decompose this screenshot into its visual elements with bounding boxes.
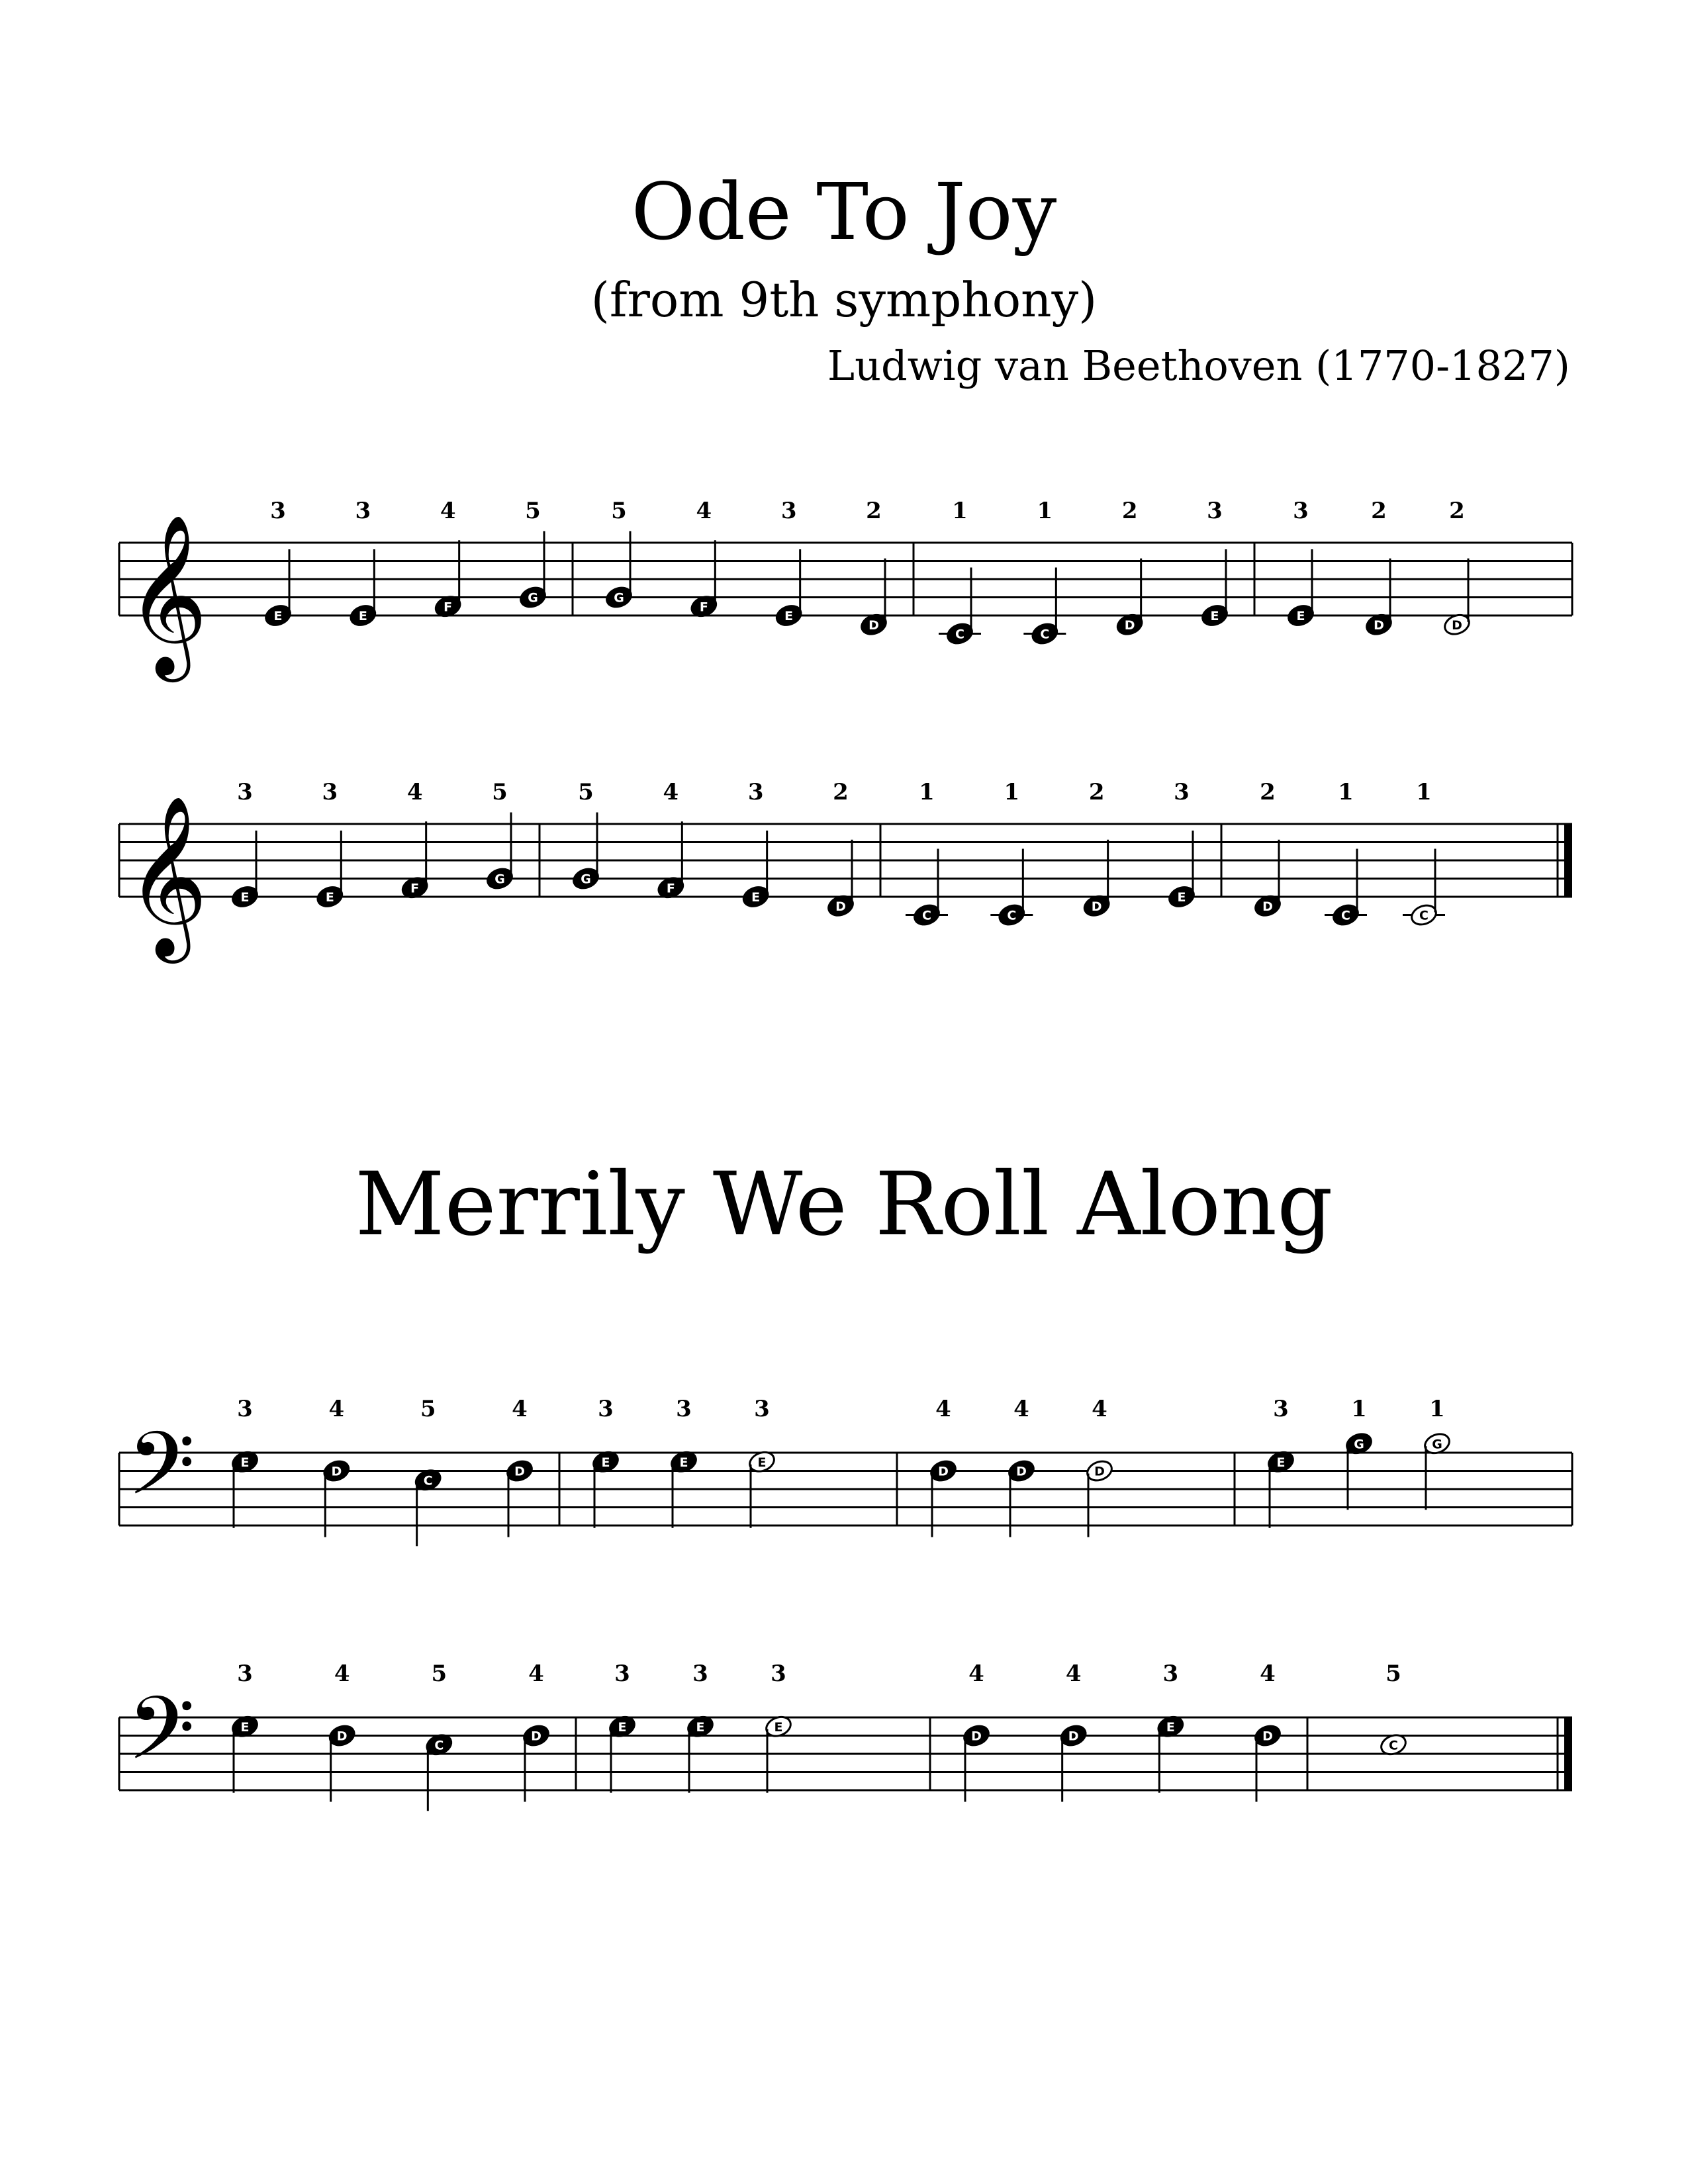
finger-number: 1: [952, 498, 968, 524]
finger-number: 1: [1004, 779, 1020, 805]
note-letter: D: [971, 1729, 982, 1744]
note-letter: E: [774, 1719, 783, 1735]
note: [774, 498, 804, 629]
note: [230, 779, 259, 910]
finger-number: 2: [833, 779, 849, 805]
finger-number: 4: [528, 1661, 544, 1687]
note-letter: D: [1094, 1464, 1105, 1479]
staff-system: [119, 779, 1572, 964]
finger-number: 3: [355, 498, 371, 524]
finger-number: 1: [919, 779, 935, 805]
finger-number: 4: [328, 1396, 345, 1422]
finger-number: 3: [771, 1661, 786, 1687]
finger-number: 2: [1371, 498, 1387, 524]
note: [263, 498, 293, 629]
finger-number: 3: [1273, 1396, 1289, 1422]
treble-clef-icon: 𝄞: [126, 513, 209, 675]
final-barline-thick: [1564, 1717, 1572, 1790]
finger-number: 2: [1449, 498, 1465, 524]
note-letter: E: [696, 1719, 705, 1735]
note-letter: E: [751, 890, 761, 905]
note-letter: C: [1040, 627, 1050, 642]
finger-number: 5: [611, 498, 627, 524]
song-subtitle: (from 9th symphony): [590, 272, 1098, 328]
note: [604, 498, 633, 610]
finger-number: 5: [1385, 1661, 1401, 1687]
finger-number: 5: [525, 498, 541, 524]
note-letter: D: [1091, 899, 1102, 914]
finger-number: 1: [1338, 779, 1354, 805]
note: [656, 779, 686, 901]
finger-number: 3: [237, 1661, 253, 1687]
song-title-ode-to-joy: Ode To Joy: [631, 166, 1057, 257]
note-letter: F: [666, 881, 675, 896]
note-letter: G: [1432, 1437, 1442, 1452]
note: [1006, 1396, 1036, 1537]
note-letter: C: [1389, 1738, 1398, 1753]
note-letter: C: [434, 1738, 444, 1753]
finger-number: 1: [1037, 498, 1053, 524]
note: [518, 498, 547, 610]
note: [504, 1396, 534, 1537]
note-letter: C: [423, 1473, 433, 1488]
composer-credit: Ludwig van Beethoven (1770-1827): [827, 341, 1570, 390]
finger-number: 4: [1260, 1661, 1276, 1687]
note: [400, 779, 430, 901]
note: [1058, 1661, 1088, 1802]
note: [1325, 779, 1367, 928]
note-letter: D: [1068, 1729, 1079, 1744]
note: [1403, 779, 1445, 928]
note-letter: G: [494, 872, 505, 887]
finger-number: 3: [322, 779, 338, 805]
note: [689, 498, 719, 619]
finger-number: 4: [406, 779, 423, 805]
finger-number: 4: [968, 1661, 984, 1687]
note: [859, 498, 888, 637]
note-letter: D: [1124, 617, 1135, 633]
finger-number: 5: [431, 1661, 447, 1687]
finger-number: 3: [1162, 1661, 1179, 1687]
final-barline-thick: [1564, 824, 1572, 897]
finger-number: 3: [237, 1396, 253, 1422]
note: [571, 779, 600, 891]
note: [521, 1661, 551, 1802]
note-letter: D: [531, 1729, 541, 1744]
staff-system: [119, 498, 1572, 682]
finger-number: 1: [1351, 1396, 1367, 1422]
note-letter: D: [1374, 617, 1384, 633]
note: [990, 779, 1033, 928]
finger-number: 4: [696, 498, 712, 524]
finger-number: 3: [270, 498, 286, 524]
staff-system: [119, 1396, 1572, 1546]
note: [348, 498, 378, 629]
note: [1364, 498, 1393, 637]
finger-number: 3: [780, 498, 797, 524]
finger-number: 4: [334, 1661, 350, 1687]
note-letter: C: [1007, 908, 1017, 923]
finger-number: 1: [1429, 1396, 1445, 1422]
finger-number: 5: [420, 1396, 436, 1422]
note-letter: E: [240, 1719, 250, 1735]
note: [1252, 779, 1282, 919]
finger-number: 3: [692, 1661, 708, 1687]
finger-number: 3: [237, 779, 253, 805]
finger-number: 4: [935, 1396, 951, 1422]
note-letter: D: [835, 899, 846, 914]
note: [322, 1396, 352, 1537]
note: [1023, 498, 1066, 647]
note-letter: E: [1210, 609, 1219, 623]
finger-number: 2: [1121, 498, 1138, 524]
note-letter: D: [1452, 617, 1462, 633]
note-letter: E: [757, 1455, 767, 1470]
note-letter: E: [1177, 890, 1186, 905]
finger-number: 5: [578, 779, 594, 805]
note: [1082, 779, 1111, 919]
finger-number: 5: [492, 779, 508, 805]
finger-number: 2: [1260, 779, 1276, 805]
finger-number: 4: [512, 1396, 528, 1422]
note: [1199, 498, 1229, 629]
finger-number: 3: [1207, 498, 1223, 524]
note: [741, 779, 771, 910]
note-letter: E: [1276, 1455, 1286, 1470]
note: [1166, 779, 1196, 910]
note: [1084, 1396, 1114, 1537]
note-letter: C: [1419, 908, 1429, 923]
note-letter: D: [336, 1729, 348, 1744]
note: [939, 498, 981, 647]
finger-number: 3: [598, 1396, 614, 1422]
finger-number: 3: [747, 779, 764, 805]
note-letter: G: [528, 590, 538, 606]
finger-number: 3: [1174, 779, 1190, 805]
note-letter: D: [1016, 1464, 1027, 1479]
note-letter: E: [325, 890, 334, 905]
finger-number: 4: [1013, 1396, 1029, 1422]
finger-number: 3: [614, 1661, 630, 1687]
finger-number: 2: [866, 498, 882, 524]
note-letter: E: [784, 609, 794, 623]
note: [1286, 498, 1315, 629]
note-letter: E: [273, 609, 283, 623]
finger-number: 1: [1416, 779, 1432, 805]
note-letter: E: [240, 890, 250, 905]
note-letter: E: [618, 1719, 627, 1735]
note-letter: C: [922, 908, 931, 923]
finger-number: 2: [1088, 779, 1105, 805]
bass-clef-icon: 𝄢: [127, 1412, 195, 1536]
note-letter: G: [1354, 1437, 1364, 1452]
note: [327, 1661, 357, 1802]
note-letter: D: [514, 1464, 525, 1479]
staff-system: [119, 1661, 1572, 1811]
note-letter: G: [581, 872, 591, 887]
note-letter: C: [955, 627, 964, 642]
note-letter: E: [1166, 1719, 1175, 1735]
note-letter: D: [1262, 899, 1273, 914]
note: [485, 779, 514, 891]
treble-clef-icon: 𝄞: [126, 794, 209, 956]
note: [315, 779, 345, 910]
note-letter: E: [1296, 609, 1305, 623]
note-letter: D: [1262, 1729, 1273, 1744]
note-letter: F: [410, 881, 420, 896]
note-letter: C: [1341, 908, 1350, 923]
note: [1378, 1661, 1408, 1758]
note-letter: D: [868, 617, 879, 633]
note-letter: E: [358, 609, 367, 623]
note-letter: D: [331, 1464, 342, 1479]
note-letter: F: [444, 600, 453, 615]
note: [928, 1396, 958, 1537]
note: [433, 498, 463, 619]
note-letter: F: [699, 600, 708, 615]
note: [906, 779, 948, 928]
note: [825, 779, 855, 919]
note-letter: E: [679, 1455, 688, 1470]
finger-number: 4: [440, 498, 456, 524]
note-letter: E: [240, 1455, 250, 1470]
note: [1442, 498, 1472, 637]
finger-number: 3: [754, 1396, 770, 1422]
finger-number: 4: [1092, 1396, 1107, 1422]
note-letter: D: [938, 1464, 949, 1479]
note: [1115, 498, 1145, 637]
bass-clef-icon: 𝄢: [127, 1677, 195, 1801]
finger-number: 3: [1293, 498, 1309, 524]
finger-number: 3: [676, 1396, 692, 1422]
song-title-merrily-we-roll-along: Merrily We Roll Along: [355, 1154, 1333, 1255]
note: [961, 1661, 991, 1802]
note-letter: E: [601, 1455, 610, 1470]
note: [1252, 1661, 1282, 1802]
finger-number: 4: [663, 779, 679, 805]
finger-number: 4: [1065, 1661, 1082, 1687]
note-letter: G: [614, 590, 624, 606]
